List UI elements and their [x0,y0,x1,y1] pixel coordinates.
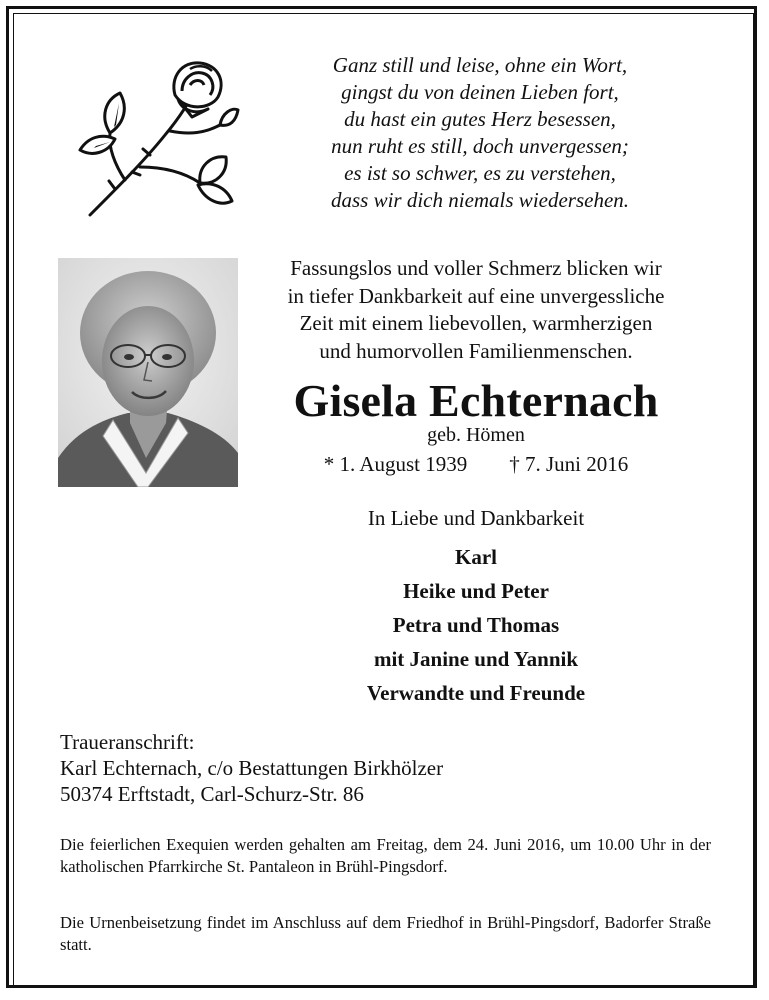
birth-name: geb. Hömen [427,424,525,446]
mourner: Heike und Peter [403,579,549,603]
intro-line: Fassungslos und voller Schmerz blicken wir [290,256,662,280]
intro-text [236,255,716,365]
portrait-photo [58,258,238,487]
poem [260,52,700,214]
poem-line: es ist so schwer, es zu verstehen, [344,161,616,185]
mourner: Karl [455,545,497,569]
mourning-address [60,729,720,807]
mourner: mit Janine und Yannik [373,647,579,671]
intro-line: in tiefer Dankbarkeit auf eine unvergessliche [287,283,665,308]
poem-line: du hast ein gutes Herz besessen, [344,107,616,131]
mourners-list [236,540,716,710]
urn-notice: Die Urnenbeisetzung findet im Anschluss auf dem Friedhof in Brühl-Pingsdorf, Badorfer Straße statt. [60,913,711,954]
poem-line: dass wir dich niemals wiedersehen. [330,188,630,212]
deceased-name: Gisela Echternach [293,375,659,426]
death-date: † 7. Juni 2016 [509,452,629,476]
life-dates [236,451,716,477]
mourner: Verwandte und Freunde [366,681,586,705]
poem-line: nun ruht es still, doch unvergessen; [331,134,629,158]
address-line-2: 50374 Erftstadt, Carl-Schurz-Str. 86 [60,782,364,806]
funeral-notice: Die feierlichen Exequien werden gehalten am Freitag, dem 24. Juni 2016, um 10.00 Uhr in der katholischen Pfarrkirche St. Pantaleon in Brühl-Pingsdorf. [60,835,711,876]
intro-line: und humorvollen Familienmenschen. [319,338,633,363]
rose-icon [70,55,240,225]
poem-line: gingst du von deinen Lieben fort, [341,80,619,104]
mourner: Petra und Thomas [392,613,560,637]
thanks-line: In Liebe und Dankbarkeit [367,506,585,530]
birth-date: * 1. August 1939 [323,452,468,476]
poem-line: Ganz still und leise, ohne ein Wort, [332,53,628,77]
address-line-1: Karl Echternach, c/o Bestattungen Birkhölzer [60,756,444,780]
address-label: Traueranschrift: [60,730,195,754]
intro-line: Zeit mit einem liebevollen, warmherzigen [299,311,653,335]
